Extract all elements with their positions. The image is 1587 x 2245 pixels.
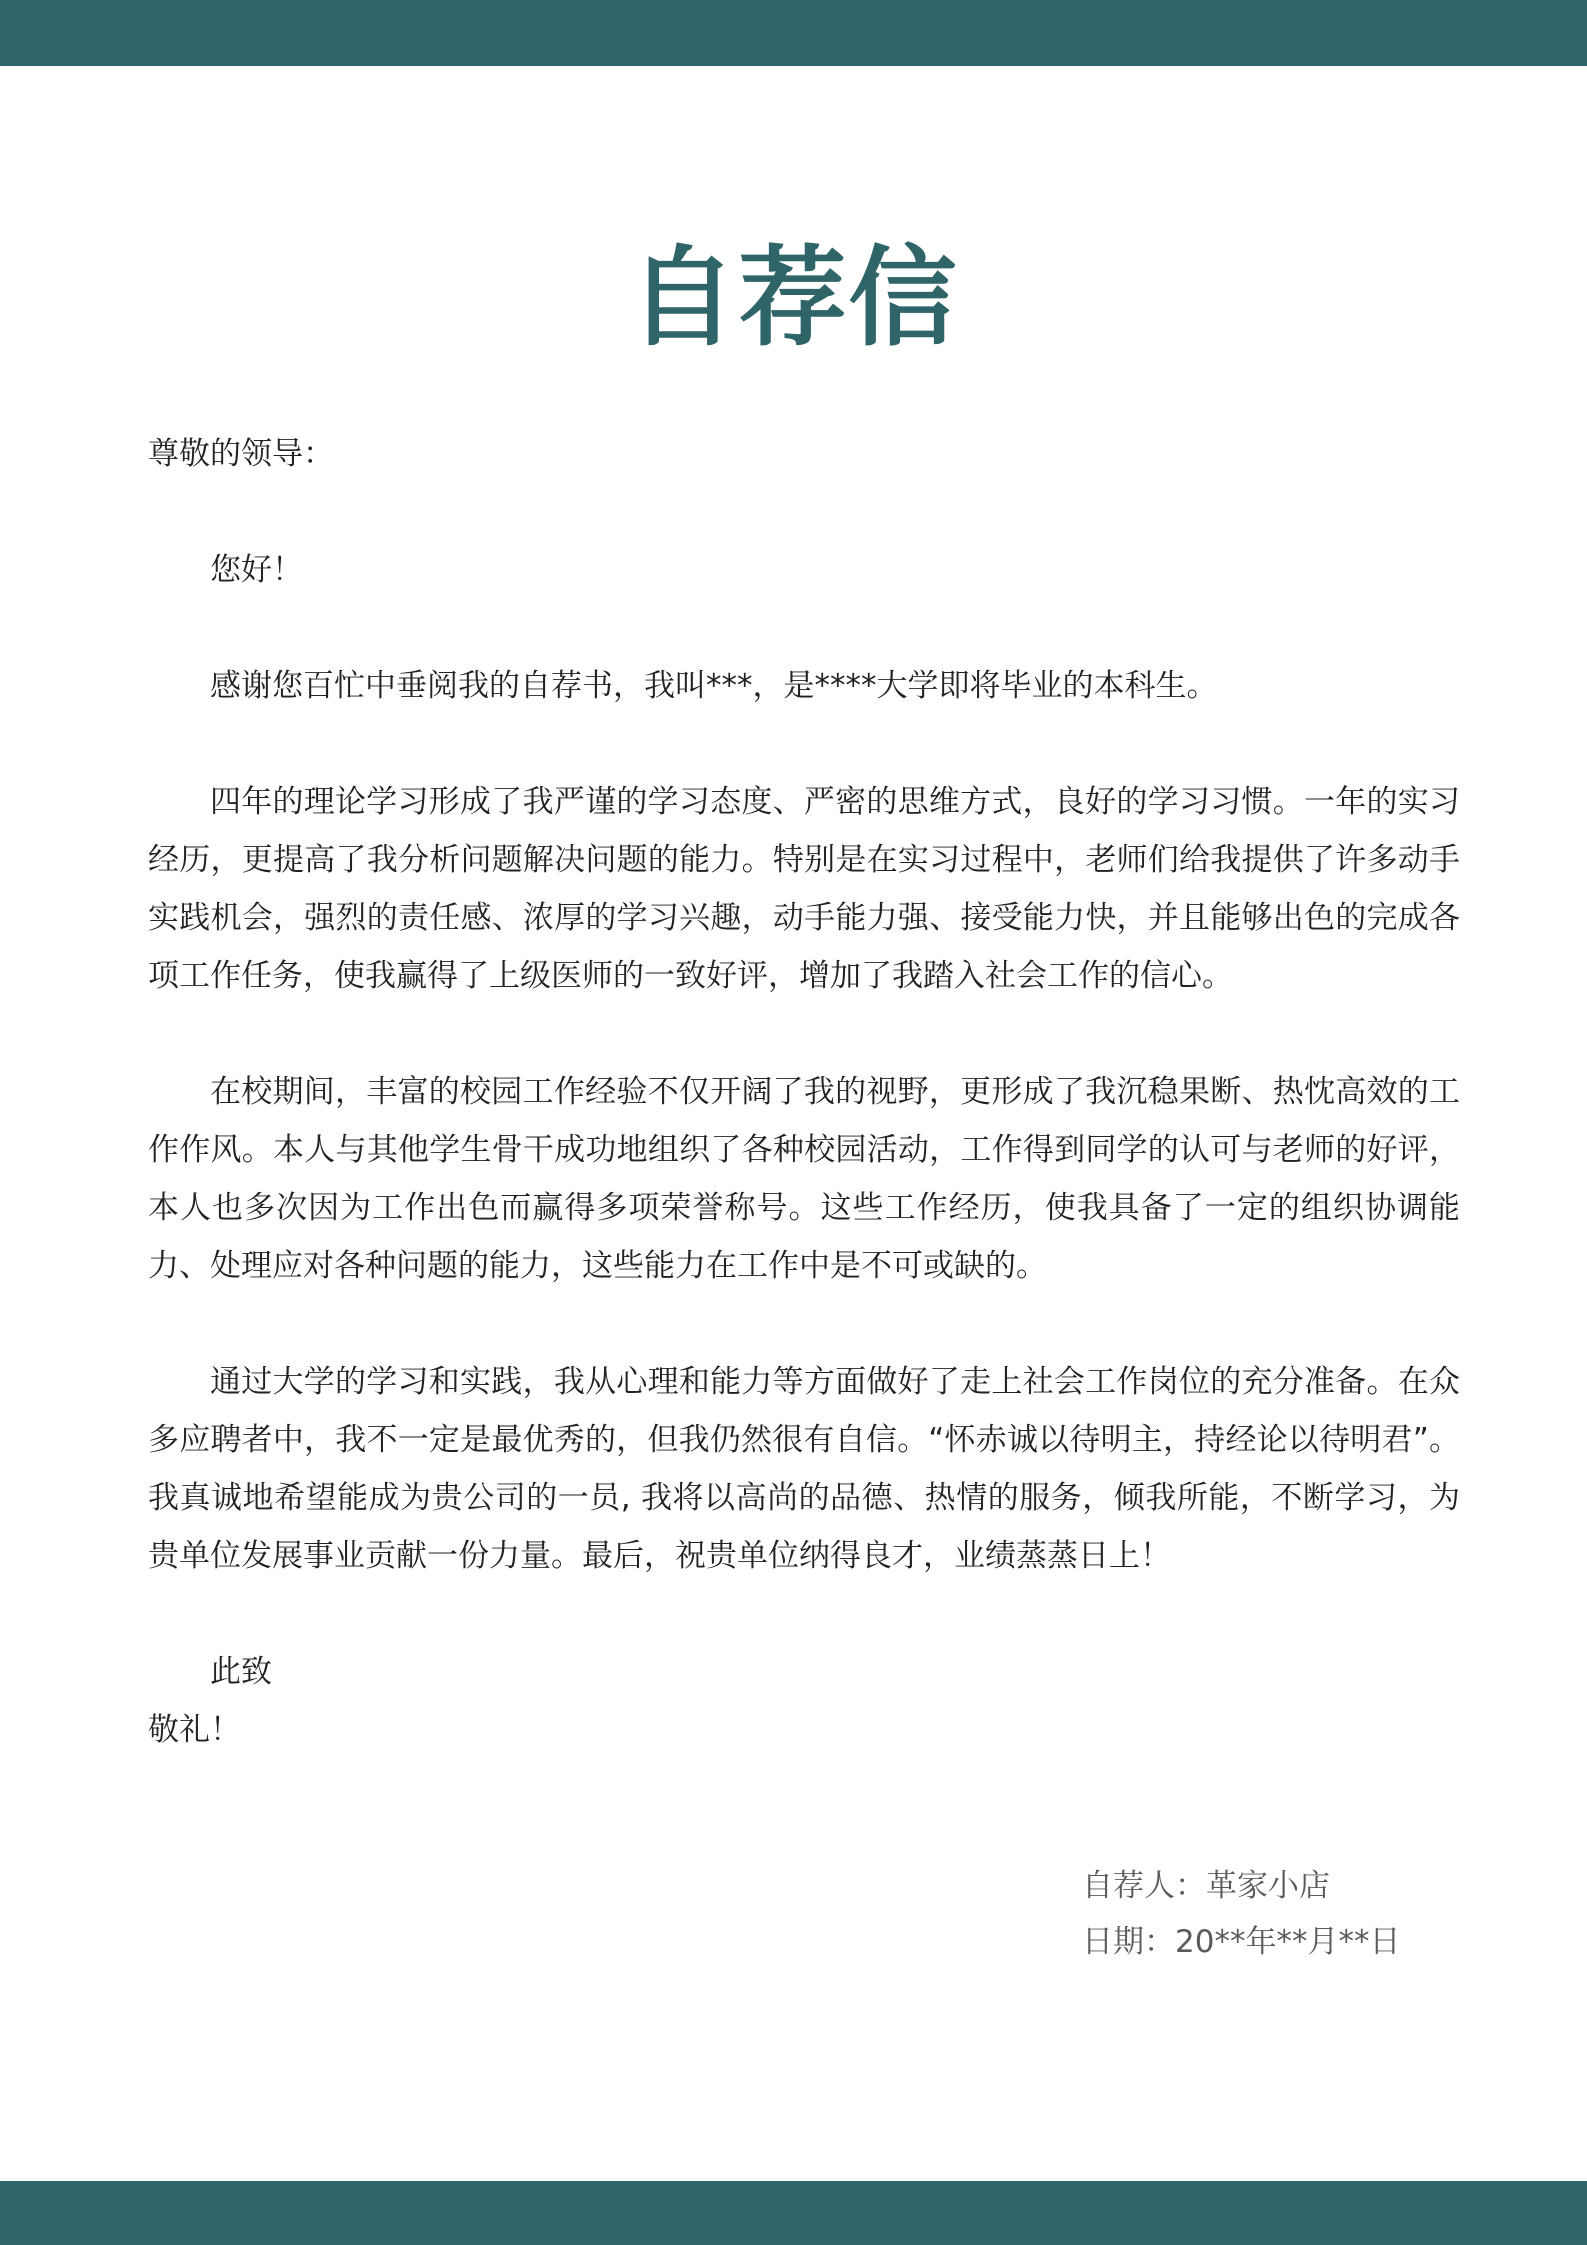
paragraph-intro: 感谢您百忙中垂阅我的自荐书，我叫***，是****大学即将毕业的本科生。 (210, 668, 1218, 704)
signature-block (1082, 1858, 1400, 1970)
letter-date: 日期：20**年**月**日 (1082, 1924, 1401, 1960)
bottom-footer-band (0, 2181, 1587, 2245)
closing-line-2: 敬礼！ (148, 1712, 241, 1748)
top-header-band (0, 0, 1587, 66)
salutation: 尊敬的领导： (148, 436, 334, 472)
paragraph-conclusion: 通过大学的学习和实践，我从心理和能力等方面做好了走上社会工作岗位的充分准备。在众多应聘者中，我不一定是最优秀的，但我仍然很有自信。“怀赤诚以待明主，持经论以待明君”。我真诚地希望能成为贵公司的一员, 我将以高尚的品德、热情的服务，倾我所能，不断学习，为贵单位发展事业贡献一份力量。最后，祝贵单位纳得良才，业绩蒸蒸日上！ (148, 1364, 1460, 1574)
letter-body (148, 425, 1460, 1759)
paragraph-study: 四年的理论学习形成了我严谨的学习态度、严密的思维方式，良好的学习习惯。一年的实习经历，更提高了我分析问题解决问题的能力。特别是在实习过程中，老师们给我提供了许多动手实践机会，强烈的责任感、浓厚的学习兴趣，动手能力强、接受能力快，并且能够出色的完成各项工作任务，使我赢得了上级医师的一致好评，增加了我踏入社会工作的信心。 (148, 784, 1460, 994)
spacer (148, 1005, 1460, 1063)
greeting: 您好！ (210, 552, 303, 588)
signer-name: 自荐人：革家小店 (1082, 1868, 1330, 1904)
spacer (148, 715, 1460, 773)
closing-line-1: 此致 (210, 1654, 272, 1690)
spacer (148, 483, 1460, 541)
spacer (148, 1295, 1460, 1353)
letter-title: 自荐信 (628, 236, 959, 361)
spacer (148, 599, 1460, 657)
spacer (148, 1585, 1460, 1643)
paragraph-campus: 在校期间，丰富的校园工作经验不仅开阔了我的视野，更形成了我沉稳果断、热忱高效的工作作风。本人与其他学生骨干成功地组织了各种校园活动，工作得到同学的认可与老师的好评，本人也多次因为工作出色而赢得多项荣誉称号。这些工作经历，使我具备了一定的组织协调能力、处理应对各种问题的能力，这些能力在工作中是不可或缺的。 (148, 1074, 1460, 1284)
